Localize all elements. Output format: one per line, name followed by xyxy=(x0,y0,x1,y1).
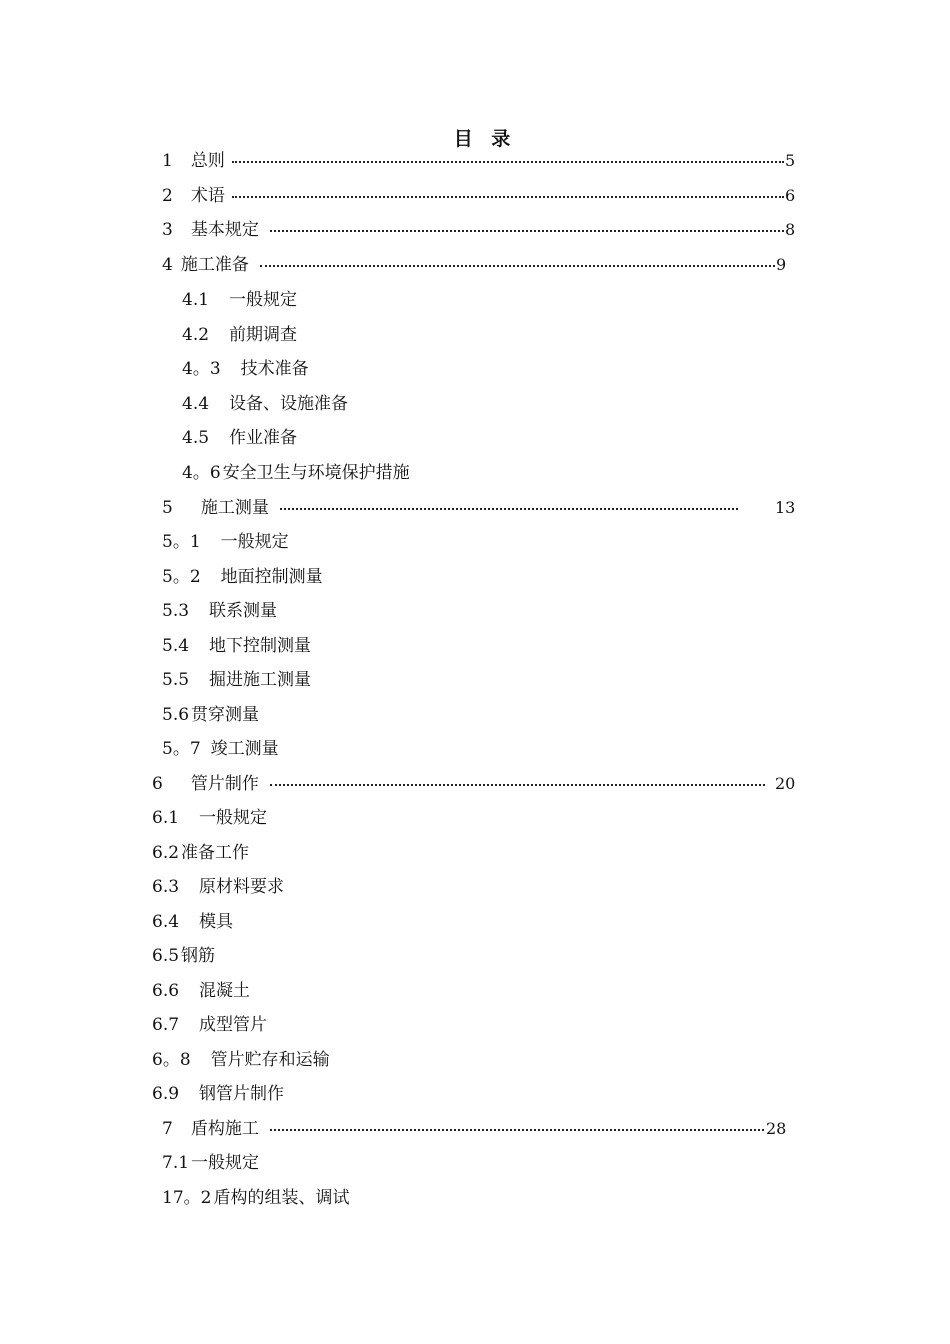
entry-label: 混凝土 xyxy=(199,981,251,1001)
entry-number: 4。6 xyxy=(182,463,221,483)
entry-number: 4.4 xyxy=(182,394,210,414)
toc-entry-6-4[interactable] xyxy=(152,909,233,935)
entry-label: 基本规定 xyxy=(190,220,259,240)
toc-title: 目 录 xyxy=(453,128,517,150)
entry-label: 联系测量 xyxy=(209,601,278,621)
entry-label: 成型管片 xyxy=(199,1015,268,1035)
toc-entry-6-3[interactable] xyxy=(152,874,284,900)
entry-number: 5。1 xyxy=(162,532,201,552)
entry-label: 准备工作 xyxy=(181,843,250,863)
entry-label: 一般规定 xyxy=(191,1153,260,1173)
toc-entry-7-2[interactable] xyxy=(162,1185,349,1211)
entry-label: 总则 xyxy=(190,151,225,171)
entry-number: 4 xyxy=(162,255,173,275)
toc-entry-5-5[interactable] xyxy=(162,667,311,693)
entry-number: 2 xyxy=(162,186,173,206)
entry-number: 5.5 xyxy=(162,670,190,690)
toc-entry-6-6[interactable] xyxy=(152,978,250,1004)
entry-number: 6.7 xyxy=(152,1015,180,1035)
entry-number: 7.1 xyxy=(162,1153,190,1173)
toc-entry-6-1[interactable] xyxy=(152,805,267,831)
entry-label: 钢管片制作 xyxy=(199,1084,285,1104)
entry-number: 6.9 xyxy=(152,1084,180,1104)
entry-number: 4.2 xyxy=(182,325,210,345)
toc-entry-6-2[interactable] xyxy=(152,840,249,866)
entry-number: 5.3 xyxy=(162,601,190,621)
entry-label: 钢筋 xyxy=(181,946,216,966)
entry-number: 6.5 xyxy=(152,946,180,966)
toc-entry-4-6[interactable] xyxy=(182,460,410,486)
entry-number: 17。2 xyxy=(162,1188,212,1208)
dot-leader xyxy=(260,252,775,278)
entry-page-number: 20 xyxy=(775,774,796,793)
entry-label: 盾构的组装、调试 xyxy=(213,1188,350,1208)
entry-page-number: 13 xyxy=(775,498,796,517)
entry-label: 术语 xyxy=(190,186,225,206)
entry-label: 管片贮存和运输 xyxy=(210,1050,330,1070)
toc-entry-4-2[interactable] xyxy=(182,322,297,348)
entry-label: 一般规定 xyxy=(229,290,298,310)
entry-number: 6 xyxy=(152,774,163,794)
toc-entry-6-9[interactable] xyxy=(152,1081,284,1107)
entry-label: 设备、设施准备 xyxy=(229,394,349,414)
entry-label: 一般规定 xyxy=(220,532,289,552)
toc-entry-5-1[interactable] xyxy=(162,529,289,555)
entry-number: 5。2 xyxy=(162,567,201,587)
toc-entry-6-7[interactable] xyxy=(152,1012,267,1038)
toc-entry-4-3[interactable] xyxy=(182,356,309,382)
entry-label: 一般规定 xyxy=(199,808,268,828)
entry-number: 5.4 xyxy=(162,636,190,656)
entry-number: 7 xyxy=(162,1119,173,1139)
toc-entry-4-4[interactable] xyxy=(182,391,348,417)
toc-entry-5-3[interactable] xyxy=(162,598,277,624)
toc-entry-5-2[interactable] xyxy=(162,564,323,590)
toc-entry-5[interactable] xyxy=(162,495,269,521)
dot-leader xyxy=(270,217,784,243)
dot-leader xyxy=(270,771,765,797)
entry-label: 施工测量 xyxy=(200,498,269,518)
entry-label: 掘进施工测量 xyxy=(209,670,312,690)
toc-entry-4-1[interactable] xyxy=(182,287,297,313)
entry-label: 管片制作 xyxy=(190,774,259,794)
entry-label: 竣工测量 xyxy=(210,739,279,759)
entry-number: 4.5 xyxy=(182,428,210,448)
entry-number: 4.1 xyxy=(182,290,210,310)
entry-number: 6.1 xyxy=(152,808,180,828)
dot-leader xyxy=(280,495,738,521)
toc-entry-6-8[interactable] xyxy=(152,1047,330,1073)
toc-entry-1[interactable] xyxy=(162,148,225,174)
entry-number: 6。8 xyxy=(152,1050,191,1070)
entry-number: 6.6 xyxy=(152,981,180,1001)
entry-number: 5。7 xyxy=(162,739,201,759)
toc-entry-2[interactable] xyxy=(162,183,225,209)
dot-leader xyxy=(232,148,784,174)
toc-entry-5-7[interactable] xyxy=(162,736,279,762)
entry-page-number: 8 xyxy=(785,220,796,239)
entry-label: 作业准备 xyxy=(229,428,298,448)
entry-label: 施工准备 xyxy=(180,255,249,275)
toc-entry-6[interactable] xyxy=(152,771,259,797)
entry-label: 模具 xyxy=(199,912,234,932)
entry-page-number: 6 xyxy=(785,186,796,205)
entry-number: 6.4 xyxy=(152,912,180,932)
toc-entry-7[interactable] xyxy=(162,1116,259,1142)
dot-leader xyxy=(270,1116,764,1142)
entry-label: 贯穿测量 xyxy=(191,705,260,725)
entry-number: 5.6 xyxy=(162,705,190,725)
entry-number: 3 xyxy=(162,220,173,240)
entry-label: 安全卫生与环境保护措施 xyxy=(222,463,410,483)
entry-label: 地面控制测量 xyxy=(220,567,323,587)
toc-entry-6-5[interactable] xyxy=(152,943,215,969)
entry-label: 技术准备 xyxy=(240,359,309,379)
entry-page-number: 9 xyxy=(776,255,787,274)
toc-entry-7-1[interactable] xyxy=(162,1150,259,1176)
entry-number: 4。3 xyxy=(182,359,221,379)
entry-number: 5 xyxy=(162,498,173,518)
entry-page-number: 5 xyxy=(785,151,796,170)
toc-entry-4[interactable] xyxy=(162,252,249,278)
toc-entry-5-6[interactable] xyxy=(162,702,259,728)
toc-entry-4-5[interactable] xyxy=(182,425,297,451)
toc-entry-3[interactable] xyxy=(162,217,259,243)
dot-leader xyxy=(232,183,784,209)
entry-label: 前期调查 xyxy=(229,325,298,345)
entry-label: 原材料要求 xyxy=(199,877,285,897)
entry-label: 地下控制测量 xyxy=(209,636,312,656)
entry-label: 盾构施工 xyxy=(190,1119,259,1139)
entry-number: 1 xyxy=(162,151,173,171)
toc-entry-5-4[interactable] xyxy=(162,633,311,659)
entry-page-number: 28 xyxy=(766,1119,787,1138)
entry-number: 6.2 xyxy=(152,843,180,863)
entry-number: 6.3 xyxy=(152,877,180,897)
